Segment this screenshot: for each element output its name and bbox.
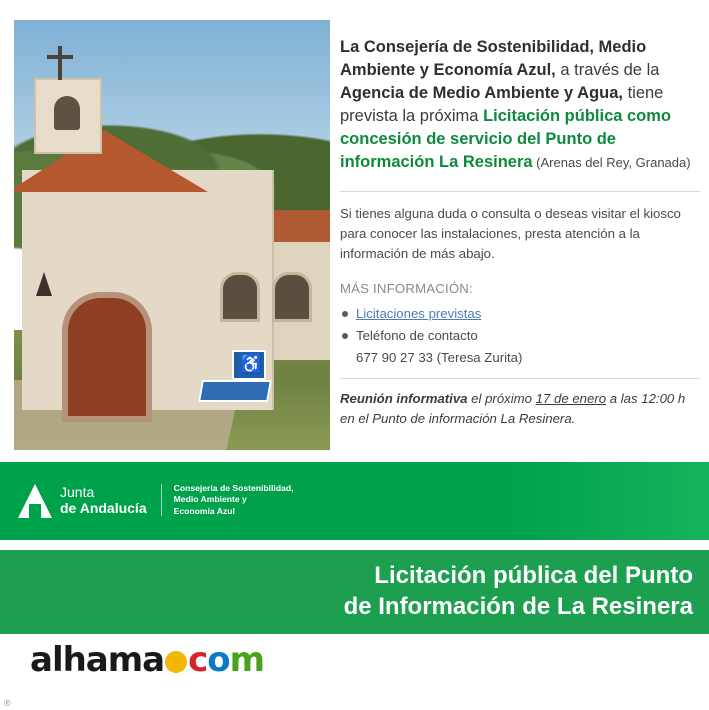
junta-name [60,484,162,516]
brand-m: m [229,640,265,680]
junta-logo-icon [18,480,52,520]
headline-part-agencia: Agencia de Medio Ambiente y Agua, [340,84,623,103]
article-title [133,560,693,622]
poster-body-text: Si tienes alguna duda o consulta o deseas visitar el kiosco para conocer las instalaciones, presta atención a la información de más abajo. [340,191,700,265]
junta-de-andalucia-bar [0,462,709,540]
article-title-line2: de Información de La Resinera [343,593,693,621]
brand-o: o [207,640,230,680]
resinera-kiosk-photo [14,20,330,450]
junta-department-line3: Economía Azul [173,505,235,516]
junta-department [162,483,294,518]
meeting-notice [340,378,700,429]
headline-part-licitacion: Licitación pública como concesión de servicio del Punto de información La Resinera [340,107,672,172]
article-title-line1: Licitación pública del Punto [374,562,693,589]
photo-door [62,292,152,422]
photo-cross [58,46,62,80]
site-footer [0,634,709,710]
licitaciones-previstas-link[interactable]: Licitaciones previstas [356,305,482,321]
telefono-contacto-label: Teléfono de contacto [356,327,478,343]
junta-name-line2: de Andalucía [60,500,147,516]
more-info-label: MÁS INFORMACIÓN: [340,280,473,296]
bottom-title-band [0,550,709,634]
photo-blue-panel [198,380,272,402]
headline-part-prevista: tiene prevista la próxima [340,84,664,126]
more-info-list [340,304,700,346]
photo-window-left [220,272,260,322]
contact-phone-number: 677 90 27 33 (Teresa Zurita) [356,349,523,365]
meeting-lead: Reunión informativa [340,390,468,406]
photo-window-right [272,272,312,322]
brand-c: c [188,640,208,680]
photo-belfry [34,78,102,154]
list-item-licitaciones[interactable] [340,304,700,324]
accessibility-sign-icon [232,350,266,380]
meeting-text-b: a las 12:00 h en el Punto de información La Resinera. [340,390,686,426]
junta-department-line2: Medio Ambiente y [173,494,247,505]
poster-headline [340,36,700,175]
brand-alhama-text: alhama [30,640,165,680]
corner-mark: ® [4,698,11,708]
list-item-telefono [340,326,700,346]
junta-bar-content [18,480,294,520]
poster-text-column [340,36,700,441]
brand-dot-icon [165,651,187,673]
headline-part-location: (Arenas del Rey, Granada) [532,155,691,171]
headline-part-consejeria: La Consejería de Sostenibilidad, Medio Ambiente y Economía Azul, [340,38,647,80]
white-divider [0,540,709,550]
junta-department-line1: Consejería de Sostenibilidad, [173,482,294,493]
junta-name-line1: Junta [60,483,95,500]
headline-part-through: a través de la [555,61,660,80]
alhama-com-logo[interactable] [30,640,264,680]
meeting-text-a: el próximo [467,390,536,406]
meeting-date: 17 de enero [535,390,607,406]
